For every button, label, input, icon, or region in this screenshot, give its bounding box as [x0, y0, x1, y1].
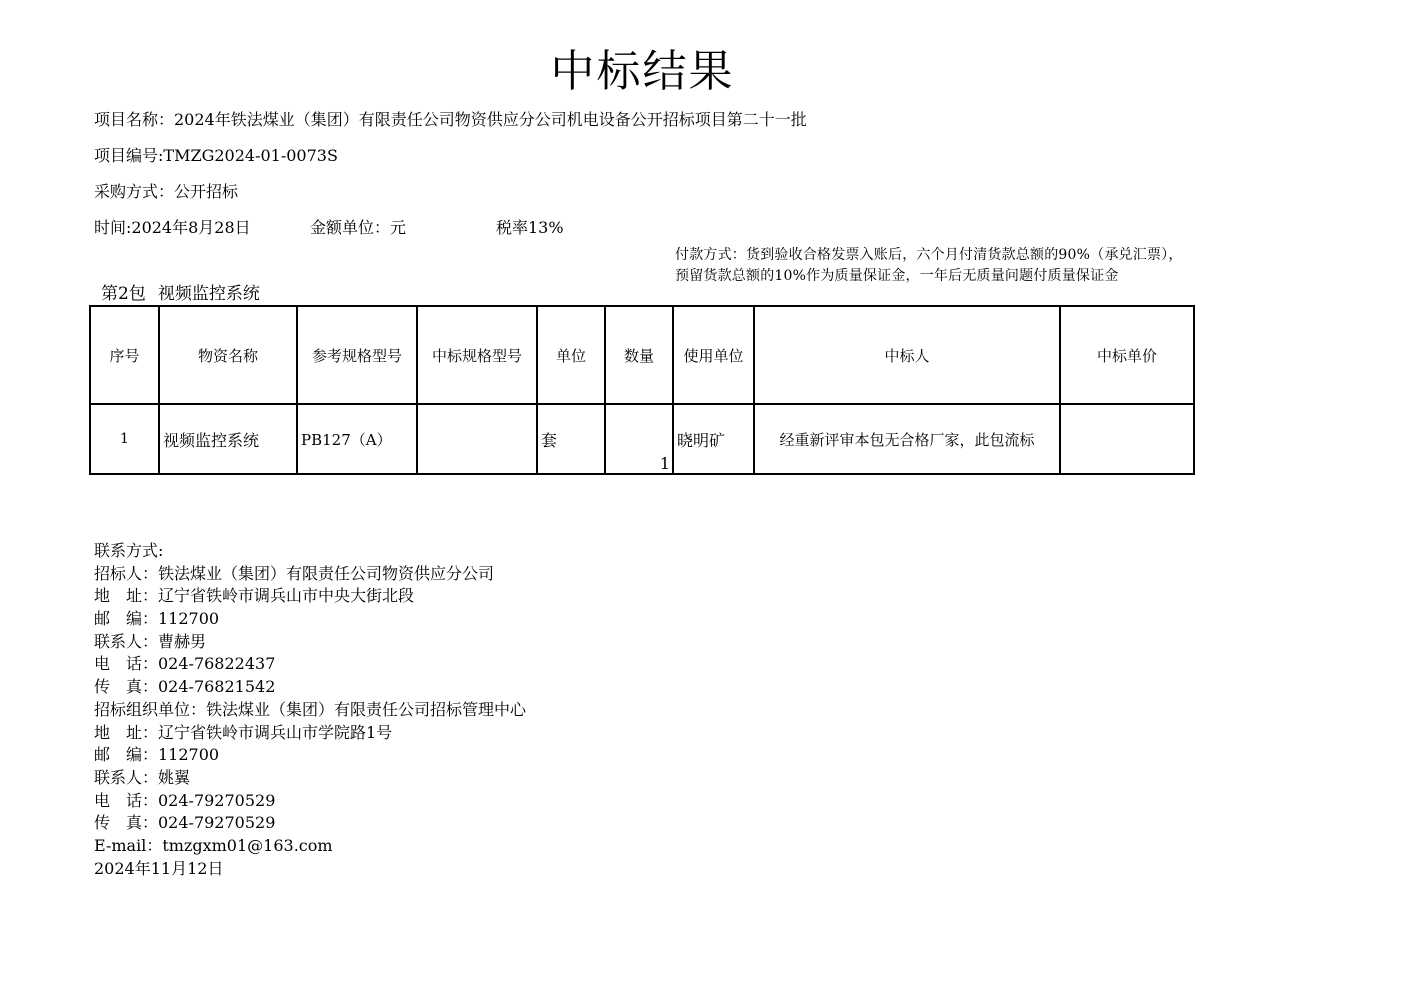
meta-row: [94, 217, 564, 239]
cell-win-spec: [417, 404, 537, 474]
header-quantity: 数量: [605, 306, 673, 404]
header-unit-price: 中标单价: [1060, 306, 1194, 404]
agency-name: 招标组织单位：铁法煤业（集团）有限责任公司招标管理中心: [94, 699, 527, 719]
package-number: 第2包: [101, 284, 146, 304]
tenderer-fax: 传 真：024-76821542: [94, 677, 276, 697]
contact-heading: 联系方式:: [94, 541, 164, 560]
project-number: 项目编号:TMZG2024-01-0073S: [94, 146, 338, 165]
header-no: 序号: [90, 306, 159, 404]
contact-block: [94, 540, 526, 880]
header-user-unit: 使用单位: [673, 306, 754, 404]
header-winner: 中标人: [754, 306, 1060, 404]
procurement-method: 采购方式：公开招标: [94, 182, 239, 201]
agency-contact-person: 联系人：姚翼: [94, 767, 191, 787]
agency-address: 地 址：辽宁省铁岭市调兵山市学院路1号: [94, 722, 393, 742]
tenderer-contact-person: 联系人：曹赫男: [94, 631, 207, 651]
cell-item-name: 视频监控系统: [159, 404, 297, 474]
table-header-row: [90, 306, 1194, 404]
agency-phone: 电 话：024-79270529: [94, 790, 276, 810]
header-win-spec: 中标规格型号: [417, 306, 537, 404]
tenderer-postcode: 邮 编：112700: [94, 609, 220, 629]
date-text: 时间:2024年8月28日: [94, 218, 251, 237]
cell-no: 1: [90, 404, 159, 474]
cell-user-unit: 晓明矿: [673, 404, 754, 474]
cell-ref-spec: PB127（A）: [297, 404, 417, 474]
page-title: 中标结果: [550, 46, 735, 97]
cell-winner: 经重新评审本包无合格厂家，此包流标: [754, 404, 1060, 474]
package-name: 视频监控系统: [157, 284, 260, 304]
tax-rate: 税率13%: [496, 218, 564, 237]
tenderer-phone: 电 话：024-76822437: [94, 654, 276, 674]
tenderer-name: 招标人：铁法煤业（集团）有限责任公司物资供应分公司: [94, 563, 495, 583]
project-name: 项目名称：2024年铁法煤业（集团）有限责任公司物资供应分公司机电设备公开招标项目第二十一批: [94, 110, 807, 129]
publish-date: 2024年11月12日: [94, 858, 224, 878]
cell-unit: 套: [537, 404, 605, 474]
header-unit: 单位: [537, 306, 605, 404]
header-item-name: 物资名称: [159, 306, 297, 404]
cell-unit-price: [1060, 404, 1194, 474]
agency-postcode: 邮 编：112700: [94, 745, 220, 765]
table-row: [90, 404, 1194, 474]
package-heading: [101, 283, 260, 305]
tenderer-address: 地 址：辽宁省铁岭市调兵山市中央大街北段: [94, 586, 415, 606]
header-ref-spec: 参考规格型号: [297, 306, 417, 404]
cell-quantity: 1: [605, 404, 673, 474]
payment-terms: 付款方式：货到验收合格发票入账后，六个月付清货款总额的90%（承兑汇票），预留货款总额的10%作为质量保证金，一年后无质量问题付质量保证金: [675, 247, 1183, 284]
result-table: [89, 305, 1195, 475]
currency-unit: 金额单位：元: [310, 218, 407, 237]
agency-email: E-mail：tmzgxm01@163.com: [94, 835, 333, 855]
agency-fax: 传 真：024-79270529: [94, 813, 276, 833]
